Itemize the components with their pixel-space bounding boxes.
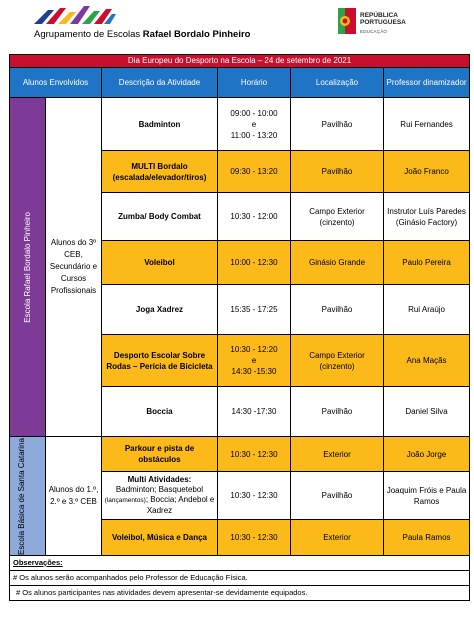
activity-cell: MULTI Bordalo (escalada/elevador/tiros) <box>102 151 218 193</box>
activity-cell: Parkour e pista de obstáculos <box>102 437 218 472</box>
time-line: e <box>251 356 257 365</box>
activity-title: Multi Atividades: <box>127 475 192 484</box>
organization-name <box>34 29 250 40</box>
activity-cell: Joga Xadrez <box>102 285 218 335</box>
table-row <box>10 437 470 472</box>
teacher-cell: Rui Fernandes <box>384 98 470 151</box>
col-header-time: Horário <box>218 68 291 98</box>
students-cell: Alunos do 3º CEB, Secundário e Cursos Profissionais <box>46 98 102 437</box>
time-cell <box>218 98 291 151</box>
gov-line1: REPÚBLICA <box>360 12 398 19</box>
org-name-bold: Rafael Bordalo Pinheiro <box>142 29 251 40</box>
activity-cell: Desporto Escolar Sobre Rodas – Perícia de Bicicleta <box>102 335 218 387</box>
notes-row <box>10 571 470 586</box>
time-line: e <box>251 119 257 129</box>
notes-row <box>10 586 470 601</box>
activity-small-text: (lançamentos) <box>104 497 146 504</box>
col-header-students: Alunos Envolvidos <box>10 68 102 98</box>
time-cell: 10:30 - 12:30 <box>218 437 291 472</box>
school-label-cell <box>10 437 46 556</box>
time-line: 14:30 -15:30 <box>231 367 277 376</box>
schedule-table <box>9 54 470 601</box>
time-cell: 10:30 - 12:30 <box>218 472 291 520</box>
col-header-activity: Descrição da Atividade <box>102 68 218 98</box>
location-cell: Pavilhão <box>291 151 384 193</box>
activity-cell: Voleibol, Música e Dança <box>102 520 218 556</box>
portugal-emblem-icon <box>338 8 356 34</box>
location-cell: Campo Exterior (cinzento) <box>291 193 384 241</box>
org-prefix: Agrupamento de Escolas <box>34 29 141 40</box>
time-line: 10:30 - 12:20 <box>230 345 278 354</box>
teacher-cell: Ana Maçãs <box>384 335 470 387</box>
teacher-cell: Rui Araújo <box>384 285 470 335</box>
school-name: Escola Básica de Santa Catarina <box>16 437 26 555</box>
note-text: # Os alunos serão acompanhados pelo Professor de Educação Física. <box>10 571 470 586</box>
location-cell: Pavilhão <box>291 98 384 151</box>
teacher-cell: Paulo Pereira <box>384 241 470 285</box>
republica-portuguesa-logo <box>338 6 448 42</box>
location-cell: Pavilhão <box>291 472 384 520</box>
teacher-cell: Daniel Silva <box>384 387 470 437</box>
students-cell: Alunos do 1.º, 2.º e 3.º CEB <box>46 437 102 556</box>
col-header-teacher: Professor dinamizador <box>384 68 470 98</box>
time-cell <box>218 335 291 387</box>
activity-text: Badminton; Basquetebol <box>115 485 204 494</box>
col-header-location: Localização <box>291 68 384 98</box>
school-logo-icon <box>34 6 116 26</box>
location-cell: Exterior <box>291 520 384 556</box>
table-header-row <box>10 68 470 98</box>
activity-cell: Boccia <box>102 387 218 437</box>
activity-cell: Zumba/ Body Combat <box>102 193 218 241</box>
gov-title <box>360 12 406 26</box>
location-cell: Pavilhão <box>291 285 384 335</box>
teacher-cell: Paula Ramos <box>384 520 470 556</box>
note-text: # Os alunos participantes nas atividades devem apresentar-se devidamente equipados. <box>10 586 470 601</box>
school-label-cell <box>10 98 46 437</box>
gov-line2: PORTUGUESA <box>360 19 406 26</box>
teacher-cell: João Franco <box>384 151 470 193</box>
activity-cell: Voleibol <box>102 241 218 285</box>
time-line: 09:00 - 10:00 <box>230 108 278 118</box>
page-header <box>0 0 474 50</box>
time-cell: 10:30 - 12:00 <box>218 193 291 241</box>
school-name: Escola Rafael Bordalo Pinheiro <box>22 211 32 323</box>
table-title: Dia Europeu do Desporto na Escola – 24 de setembro de 2021 <box>10 55 470 68</box>
location-cell: Ginásio Grande <box>291 241 384 285</box>
activity-cell <box>102 472 218 520</box>
time-cell: 09:30 - 13:20 <box>218 151 291 193</box>
time-cell: 10:30 - 12:30 <box>218 520 291 556</box>
time-cell: 10:00 - 12:30 <box>218 241 291 285</box>
time-line: 11:00 - 13:20 <box>230 130 278 140</box>
time-cell: 14:30 -17:30 <box>218 387 291 437</box>
notes-title-row <box>10 556 470 571</box>
gov-subtitle: EDUCAÇÃO <box>360 29 388 34</box>
teacher-cell: João Jorge <box>384 437 470 472</box>
table-row <box>10 98 470 151</box>
time-cell: 15:35 - 17:25 <box>218 285 291 335</box>
teacher-cell: Instrutor Luís Paredes (Ginásio Factory) <box>384 193 470 241</box>
activity-cell: Badminton <box>102 98 218 151</box>
location-cell: Campo Exterior (cinzento) <box>291 335 384 387</box>
teacher-cell: Joaquim Fróis e Paula Ramos <box>384 472 470 520</box>
activity-text: ; Boccia; Andebol e Xadrez <box>145 495 215 515</box>
location-cell: Exterior <box>291 437 384 472</box>
location-cell: Pavilhão <box>291 387 384 437</box>
notes-title: Observações: <box>10 556 470 571</box>
